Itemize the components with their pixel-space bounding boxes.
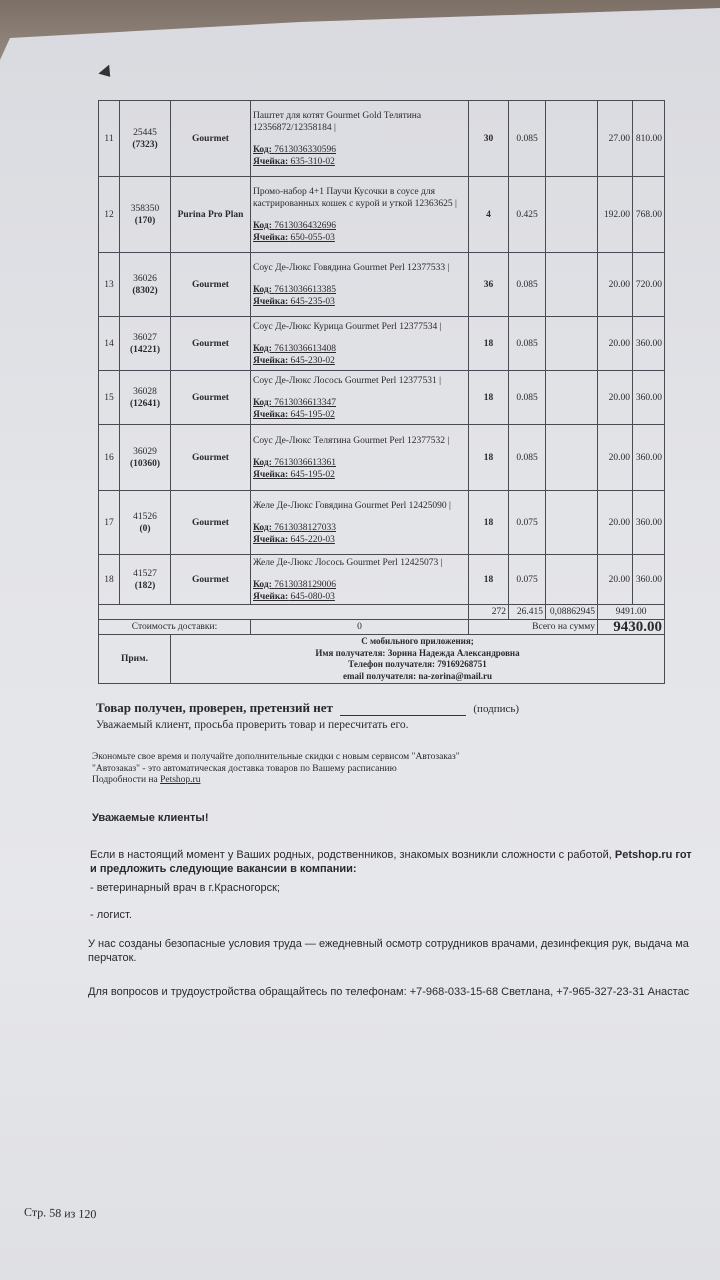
code-label: Код:: [253, 522, 272, 533]
description-cell: [251, 491, 469, 555]
code-value: 7613036613408: [274, 343, 336, 354]
row-number: 17: [99, 491, 120, 555]
storage-cell: [253, 156, 466, 168]
article-sub: (182): [134, 580, 156, 591]
product-code: [253, 579, 466, 591]
article-sub: (14221): [129, 344, 161, 355]
spacer: [253, 134, 466, 144]
product-name: Соус Де-Люкс Говядина Gourmet Perl 12377533 |: [253, 262, 450, 273]
weight: 0.085: [509, 371, 546, 425]
brand-cell: Gourmet: [171, 101, 251, 177]
brand-cell: Gourmet: [171, 317, 251, 371]
weight: 0.075: [509, 491, 546, 555]
weight: 0.085: [509, 317, 546, 371]
promo-line-1: Экономьте свое время и получайте дополнительные скидки с новым сервисом "Автозаказ": [92, 752, 460, 762]
product-code: [253, 220, 466, 232]
row-number: 14: [99, 317, 120, 371]
article-number: 25445: [133, 127, 157, 138]
totals-row: [99, 605, 665, 620]
signature-hint: Уважаемый клиент, просьба проверить товар и пересчитать его.: [96, 719, 409, 731]
brand-cell: Gourmet: [171, 491, 251, 555]
table-row: [99, 177, 665, 253]
vacancy-logist: - логист.: [90, 909, 132, 921]
article-number: 36026: [133, 273, 157, 284]
weight: 0.425: [509, 177, 546, 253]
notes-line-2: Имя получателя: Зорина Надежда Александровна: [315, 647, 520, 658]
description-cell: [251, 371, 469, 425]
delivery-label: Стоимость доставки:: [99, 620, 251, 635]
code-value: 7613036613347: [274, 397, 336, 408]
cell-value: 645-230-02: [290, 355, 335, 366]
line-sum: 720.00: [633, 253, 665, 317]
storage-cell: [253, 534, 466, 546]
unit-price: 20.00: [598, 371, 633, 425]
description-cell: [251, 101, 469, 177]
storage-cell: [253, 409, 466, 421]
cell-label: Ячейка:: [253, 296, 289, 307]
code-label: Код:: [253, 457, 272, 468]
unit-price: 20.00: [598, 253, 633, 317]
cell-label: Ячейка:: [253, 232, 289, 243]
cell-value: 645-235-03: [290, 296, 335, 307]
description-cell: [251, 177, 469, 253]
para2-text: У нас созданы безопасные условия труда — ежедневный осмотр сотрудников врачами, дезинфекция рук, выдача ма: [88, 938, 689, 950]
notes-line-4: email получателя: na-zorina@mail.ru: [343, 670, 492, 681]
article-cell: [120, 253, 171, 317]
article-number: 36028: [133, 386, 157, 397]
storage-cell: [253, 591, 466, 603]
article-number: 41526: [133, 511, 157, 522]
article-sub: (0): [139, 523, 151, 534]
article-number: 358350: [130, 203, 160, 214]
empty-cell: [546, 101, 598, 177]
brand-cell: Gourmet: [171, 555, 251, 605]
code-label: Код:: [253, 579, 272, 590]
cell-value: 635-310-02: [290, 156, 335, 167]
code-value: 7613038127033: [274, 522, 336, 533]
article-sub: (7323): [132, 139, 158, 150]
product-code: [253, 397, 466, 409]
para2-end: перчаток.: [88, 952, 137, 964]
empty-cell: [546, 253, 598, 317]
product-code: [253, 457, 466, 469]
cell-value: 645-080-03: [290, 591, 335, 602]
product-name: Желе Де-Люкс Лосось Gourmet Perl 12425073 |: [253, 557, 443, 568]
notes-line-1: С мобильного приложения;: [361, 636, 474, 646]
product-name: Паштет для котят Gourmet Gold Телятина 12356872/12358184 |: [253, 110, 422, 133]
article-cell: [120, 491, 171, 555]
code-value: 7613036613385: [274, 284, 336, 295]
table-row: [99, 491, 665, 555]
spacer: [253, 333, 466, 343]
table-row: [99, 371, 665, 425]
total-qty: 272: [469, 605, 509, 620]
brand-cell: Gourmet: [171, 371, 251, 425]
unit-price: 27.00: [598, 101, 633, 177]
weight: 0.075: [509, 555, 546, 605]
line-sum: 360.00: [633, 555, 665, 605]
line-sum: 360.00: [633, 491, 665, 555]
article-cell: [120, 555, 171, 605]
line-sum: 810.00: [633, 101, 665, 177]
autoorder-promo: [92, 752, 460, 787]
table-row: [99, 425, 665, 491]
notes-row: [99, 635, 665, 684]
promo-line-2: "Автозаказ" - это автоматическая доставка товаров по Вашему расписанию: [92, 763, 397, 774]
description-cell: [251, 317, 469, 371]
signature-line: [96, 700, 519, 716]
weight: 0.085: [509, 253, 546, 317]
letter-paragraph-1: [90, 848, 720, 876]
code-label: Код:: [253, 220, 272, 231]
article-sub: (10360): [129, 458, 161, 469]
product-name: Соус Де-Люкс Лосось Gourmet Perl 12377531 |: [253, 375, 441, 386]
article-cell: [120, 177, 171, 253]
article-number: 41527: [133, 568, 157, 579]
promo-line-3: [92, 775, 460, 787]
line-sum: 360.00: [633, 425, 665, 491]
grand-total-label: Всего на сумму: [469, 620, 598, 635]
quantity: 18: [469, 491, 509, 555]
article-cell: [120, 101, 171, 177]
empty-cell: [546, 177, 598, 253]
table-row: [99, 317, 665, 371]
storage-cell: [253, 232, 466, 244]
spacer: [253, 274, 466, 284]
delivery-row: [99, 620, 665, 635]
invoice-table: [98, 100, 665, 684]
product-name: Соус Де-Люкс Телятина Gourmet Perl 12377532 |: [253, 435, 450, 446]
storage-cell: [253, 469, 466, 481]
unit-price: 20.00: [598, 491, 633, 555]
code-label: Код:: [253, 397, 272, 408]
code-value: 7613036432696: [274, 220, 336, 231]
letter-greeting: Уважаемые клиенты!: [92, 812, 209, 824]
quantity: 36: [469, 253, 509, 317]
empty-cell: [546, 317, 598, 371]
article-sub: (12641): [129, 398, 161, 409]
description-cell: [251, 253, 469, 317]
brand-cell: Gourmet: [171, 425, 251, 491]
notes-label: Прим.: [99, 635, 171, 684]
storage-cell: [253, 296, 466, 308]
product-code: [253, 144, 466, 156]
signature-label: (подпись): [473, 703, 520, 715]
quantity: 18: [469, 371, 509, 425]
spacer: [253, 387, 466, 397]
brand-cell: Purina Pro Plan: [171, 177, 251, 253]
quantity: 18: [469, 317, 509, 371]
quantity: 18: [469, 425, 509, 491]
spacer: [253, 512, 466, 522]
product-code: [253, 522, 466, 534]
cell-label: Ячейка:: [253, 409, 289, 420]
cell-value: 650-055-03: [290, 232, 335, 243]
empty-cell: [546, 555, 598, 605]
row-number: 13: [99, 253, 120, 317]
storage-cell: [253, 355, 466, 367]
spacer: [253, 447, 466, 457]
vacancy-vet: - ветеринарный врач в г.Красногорск;: [90, 882, 280, 894]
empty-cell: [546, 491, 598, 555]
row-number: 16: [99, 425, 120, 491]
row-number: 18: [99, 555, 120, 605]
cell-label: Ячейка:: [253, 534, 289, 545]
product-code: [253, 284, 466, 296]
total-ratio: 0,08862945: [546, 605, 598, 620]
unit-price: 192.00: [598, 177, 633, 253]
product-code: [253, 343, 466, 355]
brand-cell: Gourmet: [171, 253, 251, 317]
cell-label: Ячейка:: [253, 591, 289, 602]
description-cell: [251, 555, 469, 605]
table-row: [99, 555, 665, 605]
cell-value: 645-220-03: [290, 534, 335, 545]
article-number: 36027: [133, 332, 157, 343]
line-sum: 768.00: [633, 177, 665, 253]
article-number: 36029: [133, 446, 157, 457]
notes-content: [171, 635, 665, 684]
para1-brand: Petshop.ru гот: [614, 849, 692, 861]
para1-continuation: и предложить следующие вакансии в компании:: [90, 863, 357, 875]
unit-price: 20.00: [598, 555, 633, 605]
letter-contacts: Для вопросов и трудоустройства обращайтесь по телефонам: +7-968-033-15-68 Светлана, +7-965-327-23-31 Анастас: [88, 986, 690, 998]
empty-cell: [546, 425, 598, 491]
product-name: Промо-набор 4+1 Паучи Кусочки в соусе для кастрированных кошек с курой и уткой 12363625 |: [253, 186, 457, 209]
petshop-link[interactable]: Petshop.ru: [160, 775, 201, 785]
article-cell: [120, 371, 171, 425]
cell-label: Ячейка:: [253, 469, 289, 480]
cell-label: Ячейка:: [253, 156, 289, 167]
cell-value: 645-195-02: [290, 409, 335, 420]
letter-paragraph-2: [88, 937, 720, 965]
code-value: 7613038129006: [274, 579, 336, 590]
code-label: Код:: [253, 284, 272, 295]
row-number: 15: [99, 371, 120, 425]
table-row: [99, 101, 665, 177]
weight: 0.085: [509, 101, 546, 177]
row-number: 11: [99, 101, 120, 177]
article-cell: [120, 317, 171, 371]
cell-value: 645-195-02: [290, 469, 335, 480]
product-name: Соус Де-Люкс Курица Gourmet Perl 12377534 |: [253, 321, 442, 332]
product-name: Желе Де-Люкс Говядина Gourmet Perl 12425090 |: [253, 500, 451, 511]
article-sub: (170): [134, 215, 156, 226]
table-row: [99, 253, 665, 317]
code-value: 7613036613361: [274, 457, 336, 468]
quantity: 30: [469, 101, 509, 177]
code-label: Код:: [253, 144, 272, 155]
spacer: [253, 569, 466, 579]
page-number: Стр. 58 из 120: [23, 1204, 97, 1222]
weight: 0.085: [509, 425, 546, 491]
code-value: 7613036330596: [274, 144, 336, 155]
delivery-value: 0: [251, 620, 469, 635]
unit-price: 20.00: [598, 317, 633, 371]
notes-line-3: Телефон получателя: 79169268751: [348, 659, 487, 669]
total-weight: 26.415: [509, 605, 546, 620]
cell-label: Ячейка:: [253, 355, 289, 366]
row-number: 12: [99, 177, 120, 253]
unit-price: 20.00: [598, 425, 633, 491]
promo-details-text: Подробности на: [92, 775, 158, 785]
article-cell: [120, 425, 171, 491]
para1-text: Если в настоящий момент у Ваших родных, родственников, знакомых возникли сложности с работой,: [90, 849, 612, 861]
quantity: 4: [469, 177, 509, 253]
line-sum: 360.00: [633, 317, 665, 371]
description-cell: [251, 425, 469, 491]
empty-cell: [546, 371, 598, 425]
spacer: [253, 210, 466, 220]
grand-total: 9430.00: [598, 620, 665, 635]
signature-field: [340, 715, 466, 716]
total-sum: 9491.00: [598, 605, 665, 620]
article-sub: (8302): [132, 285, 158, 296]
line-sum: 360.00: [633, 371, 665, 425]
quantity: 18: [469, 555, 509, 605]
signature-text: Товар получен, проверен, претензий нет: [96, 700, 333, 715]
code-label: Код:: [253, 343, 272, 354]
